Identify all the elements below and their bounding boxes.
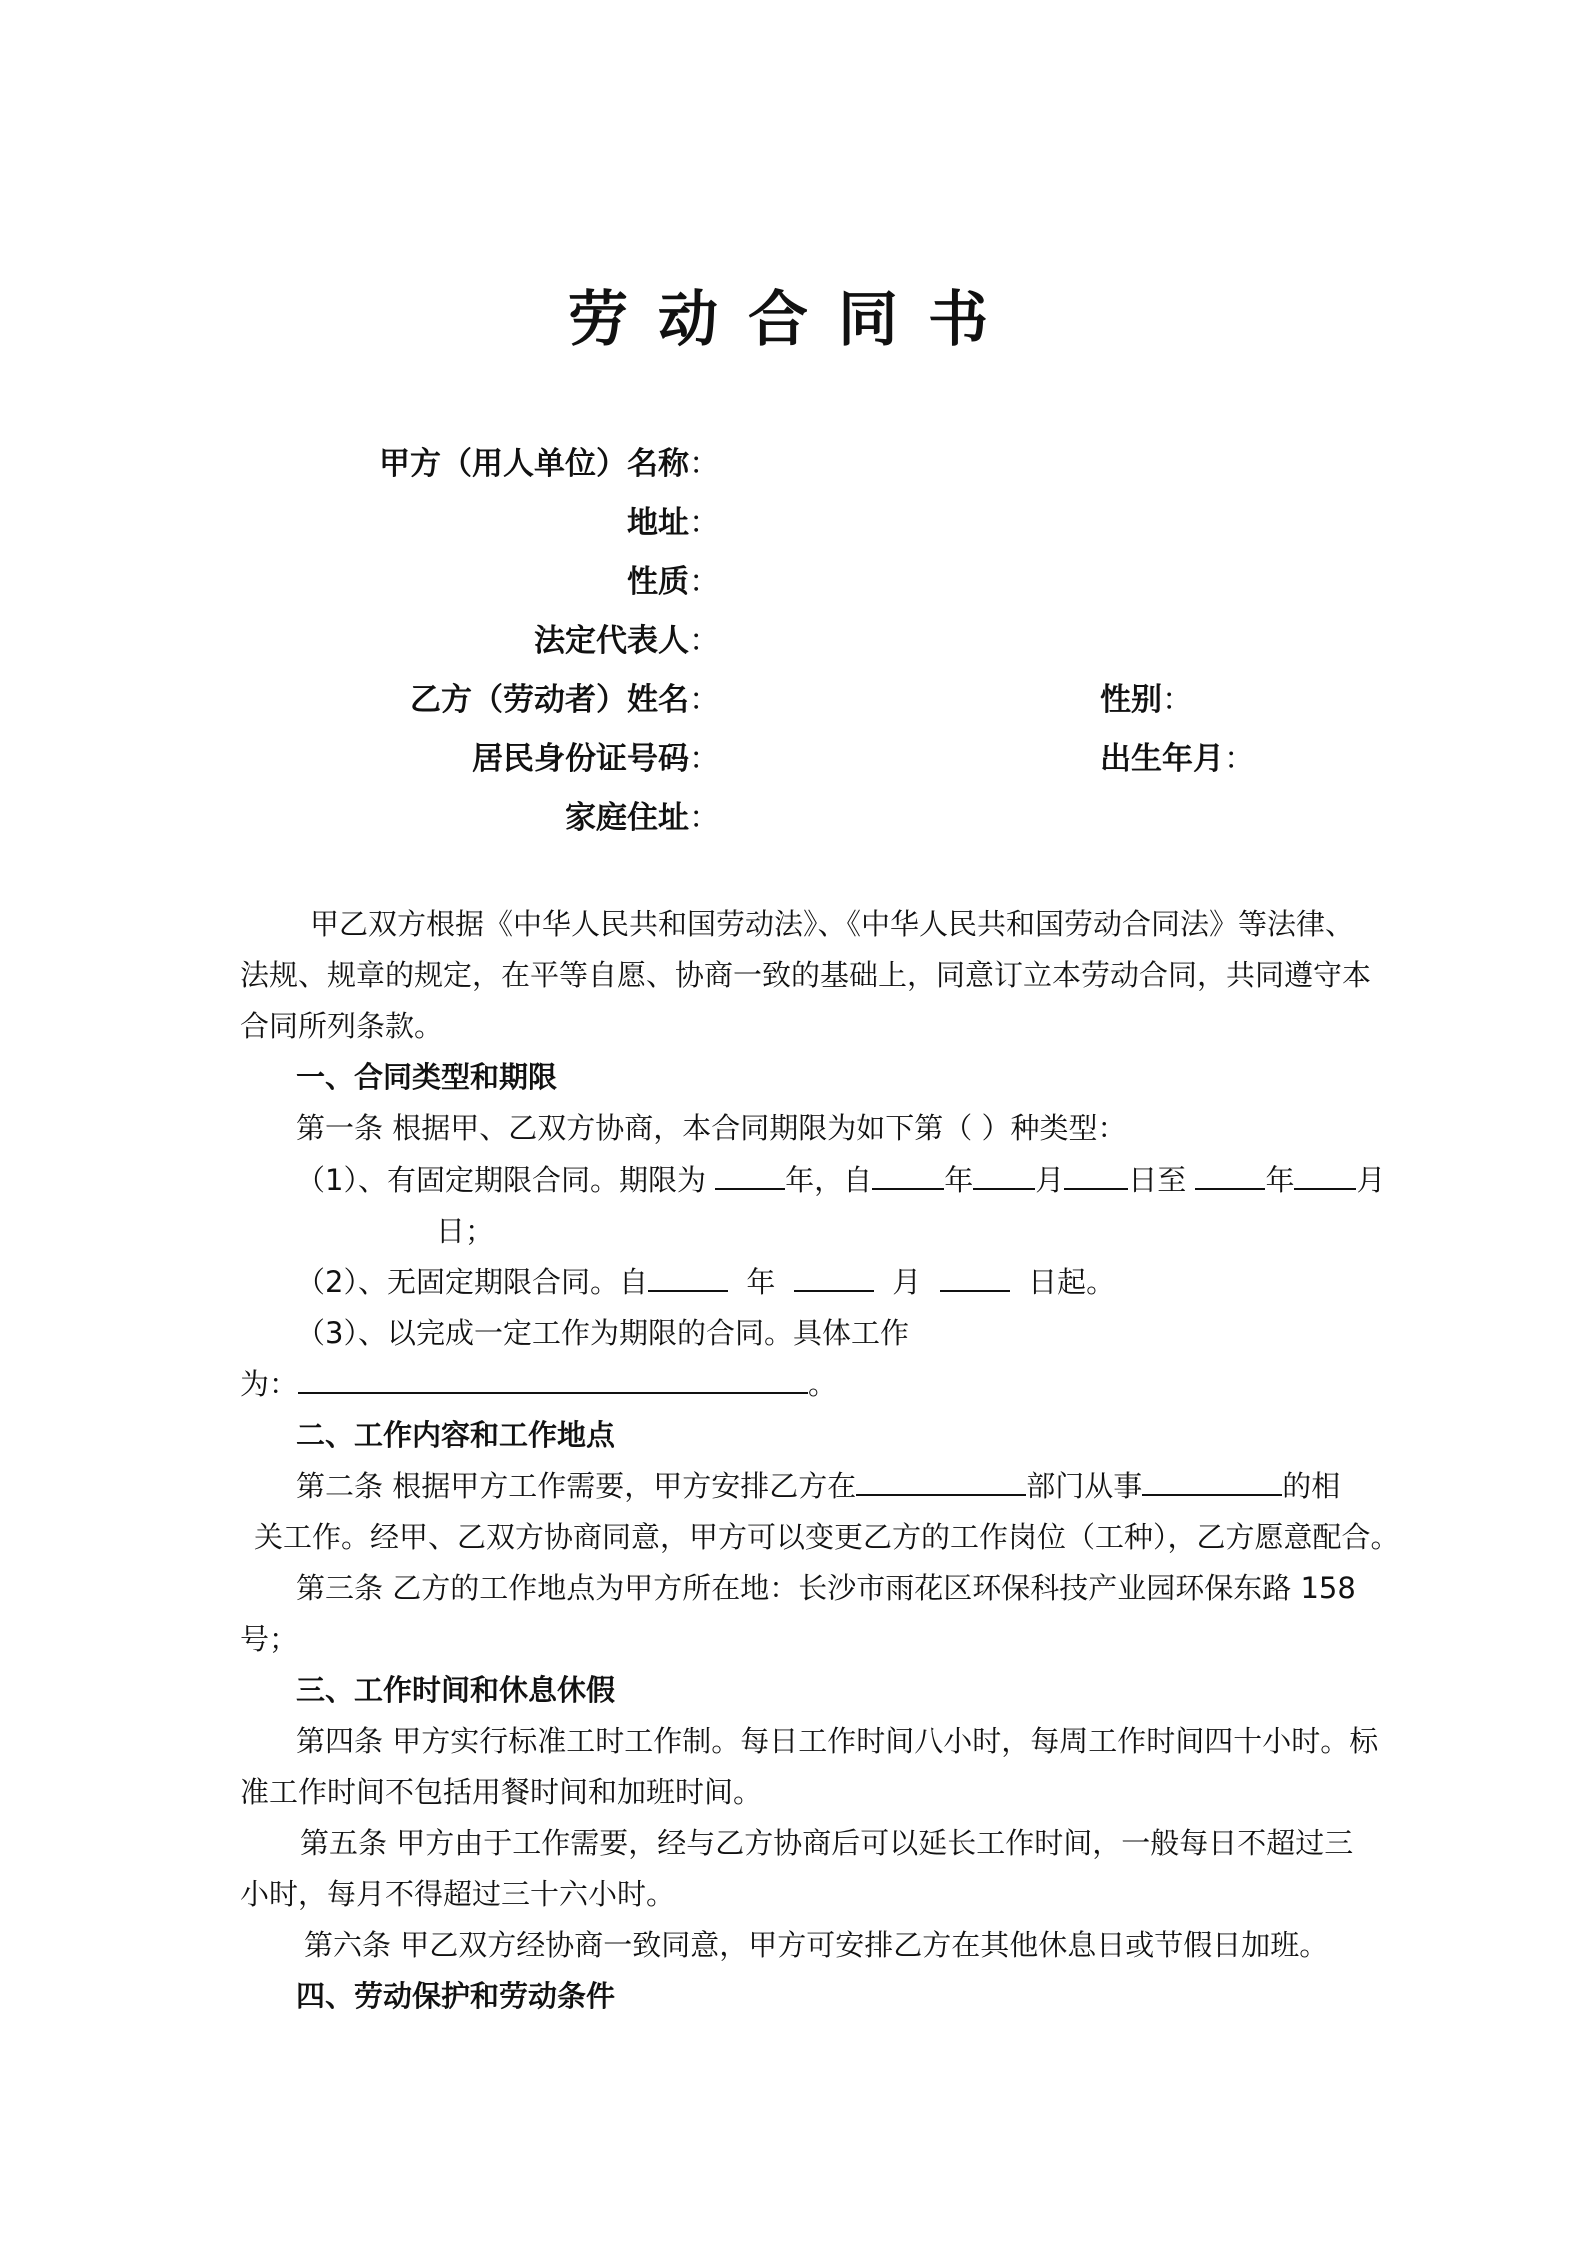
colon: ： <box>689 623 720 659</box>
article-5-line-2: 小时，每月不得超过三十六小时。 <box>240 1877 676 1911</box>
start-day-blank[interactable] <box>1064 1162 1128 1190</box>
section-4-heading: 四、劳动保护和劳动条件 <box>296 1979 616 2013</box>
option-1-day-line: 日； <box>436 1214 495 1248</box>
department-blank[interactable] <box>856 1468 1026 1496</box>
id-number-label: 居民身份证号码 <box>472 741 689 777</box>
section-2-heading: 二、工作内容和工作地点 <box>296 1418 616 1452</box>
start-month-blank[interactable] <box>973 1162 1035 1190</box>
indef-start-month-blank[interactable] <box>794 1264 874 1292</box>
id-number-field <box>0 733 720 778</box>
party-a-name-field <box>0 438 720 483</box>
option-2-text: （2）、无固定期限合同。自 <box>296 1265 648 1299</box>
nature-field <box>0 556 720 601</box>
option-1-text: （1）、有固定期限合同。期限为 <box>296 1163 706 1197</box>
birth-field <box>1100 733 1255 778</box>
address-label: 地址 <box>627 505 689 541</box>
legal-rep-field <box>0 615 720 660</box>
option-1-until: 日至 <box>1128 1163 1187 1197</box>
indef-start-year-blank[interactable] <box>648 1264 728 1292</box>
article-6: 第六条 甲乙双方经协商一致同意，甲方可安排乙方在其他休息日或节假日加班。 <box>304 1928 1329 1962</box>
indef-start-day-blank[interactable] <box>940 1264 1010 1292</box>
home-address-label: 家庭住址 <box>565 800 689 836</box>
section-1-heading: 一、合同类型和期限 <box>296 1060 558 1094</box>
gender-label: 性别 <box>1100 682 1162 718</box>
option-3-work-line <box>240 1364 837 1404</box>
colon: ： <box>689 741 720 777</box>
party-b-name-field <box>0 674 720 719</box>
article-2-tail: 的相 <box>1282 1469 1341 1503</box>
specific-work-blank[interactable] <box>298 1366 808 1394</box>
option-3-line: （3）、以完成一定工作为期限的合同。具体工作 <box>296 1316 909 1350</box>
birth-label: 出生年月 <box>1100 741 1224 777</box>
colon: ： <box>1224 741 1255 777</box>
colon: ： <box>689 800 720 836</box>
term-years-blank[interactable] <box>715 1162 785 1190</box>
option-2-line <box>296 1262 1115 1302</box>
option-1-year-unit: 年 <box>944 1163 974 1197</box>
article-2-line-2: 关工作。经甲、乙双方协商同意，甲方可以变更乙方的工作岗位（工种），乙方愿意配合。 <box>254 1520 1400 1554</box>
colon: ： <box>1162 682 1193 718</box>
party-b-name-label: 乙方（劳动者）姓名 <box>410 682 689 718</box>
option-2-month-unit: 月 <box>892 1265 922 1299</box>
article-2-text: 第二条 根据甲方工作需要，甲方安排乙方在 <box>296 1469 857 1503</box>
nature-label: 性质 <box>627 564 689 600</box>
end-month-blank[interactable] <box>1294 1162 1356 1190</box>
option-3-period: 。 <box>808 1367 838 1401</box>
option-1-year-label: 年，自 <box>785 1163 873 1197</box>
option-2-year-unit: 年 <box>746 1265 776 1299</box>
address-field <box>0 497 720 542</box>
article-1: 第一条 根据甲、乙双方协商，本合同期限为如下第（ ）种类型： <box>296 1111 1127 1145</box>
home-address-field <box>0 792 720 837</box>
article-2-dept-label: 部门从事 <box>1026 1469 1143 1503</box>
article-4-line-2: 准工作时间不包括用餐时间和加班时间。 <box>240 1775 763 1809</box>
article-4-line-1: 第四条 甲方实行标准工时工作制。每日工作时间八小时，每周工作时间四十小时。标 <box>296 1724 1379 1758</box>
option-1-end-month-unit: 月 <box>1356 1163 1386 1197</box>
article-2-line-1 <box>296 1466 1340 1506</box>
option-2-day-unit: 日起。 <box>1028 1265 1116 1299</box>
colon: ： <box>689 446 720 482</box>
colon: ： <box>689 564 720 600</box>
section-3-heading: 三、工作时间和休息休假 <box>296 1673 616 1707</box>
party-a-name-label: 甲方（用人单位）名称 <box>379 446 689 482</box>
colon: ： <box>689 505 720 541</box>
colon: ： <box>689 682 720 718</box>
intro-line-1: 甲乙双方根据《中华人民共和国劳动法》、《中华人民共和国劳动合同法》等法律、 <box>310 907 1355 941</box>
article-3-line-2: 号； <box>240 1622 299 1656</box>
end-year-blank[interactable] <box>1195 1162 1265 1190</box>
option-1-end-year-unit: 年 <box>1265 1163 1295 1197</box>
article-5-line-1: 第五条 甲方由于工作需要，经与乙方协商后可以延长工作时间，一般每日不超过三 <box>300 1826 1354 1860</box>
option-3-wei: 为： <box>240 1367 299 1401</box>
document-title: 劳动合同书 <box>568 285 1018 355</box>
legal-rep-label: 法定代表人 <box>534 623 689 659</box>
option-1-month-unit: 月 <box>1035 1163 1065 1197</box>
start-year-blank[interactable] <box>872 1162 944 1190</box>
option-1-line <box>296 1160 1385 1200</box>
gender-field <box>1100 674 1193 719</box>
intro-line-2: 法规、规章的规定，在平等自愿、协商一致的基础上，同意订立本劳动合同，共同遵守本 <box>240 958 1372 992</box>
intro-line-3: 合同所列条款。 <box>240 1009 444 1043</box>
article-3-line-1: 第三条 乙方的工作地点为甲方所在地：长沙市雨花区环保科技产业园环保东路 158 <box>296 1571 1356 1605</box>
job-blank[interactable] <box>1142 1468 1282 1496</box>
